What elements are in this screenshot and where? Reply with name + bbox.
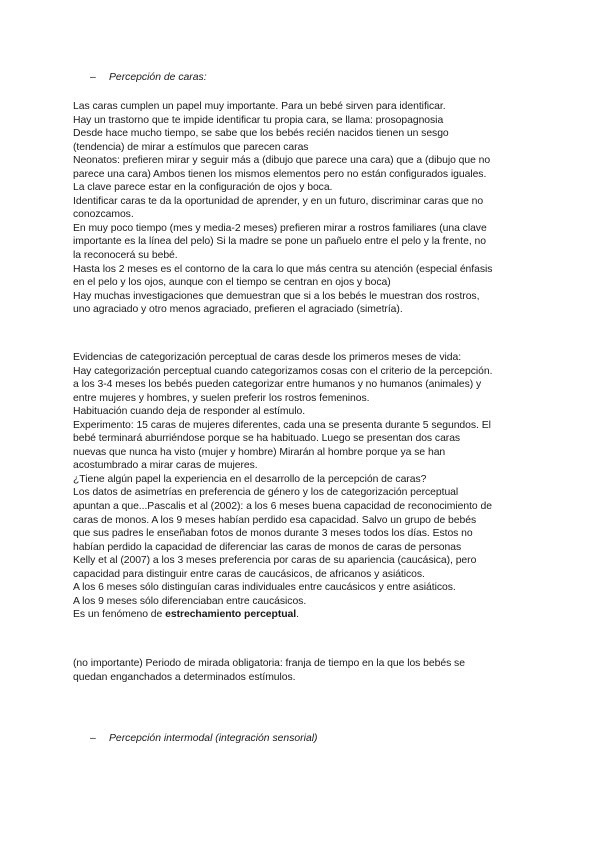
text-line: capacidad para distinguir entre caras de caucásicos, de africanos y asiáticos. [73, 568, 425, 580]
text-line: quedan enganchados a determinados estímulos. [73, 671, 296, 683]
text-line: la reconocerá su bebé. [73, 250, 178, 262]
text-line: a los 3-4 meses los bebés pueden categorizar entre humanos y no humanos (animales) y [73, 379, 482, 391]
text-line: Habituación cuando deja de responder al estímulo. [73, 406, 306, 418]
text-line: A los 9 meses sólo diferenciaban entre caucásicos. [73, 595, 307, 607]
text-line: bebé terminará aburriéndose porque se ha habituado. Luego se presentan dos caras [73, 433, 461, 445]
text-line: entre mujeres y hombres, y suelen preferir los rostros femeninos. [73, 392, 370, 404]
text-line: A los 6 meses sólo distinguían caras individuales entre caucásicos y entre asiáticos. [73, 582, 456, 594]
text-line: Hay muchas investigaciones que demuestran que si a los bebés le muestran dos rostros, [73, 290, 480, 302]
text-line: en el pelo y los ojos, aunque con el tiempo se centran en ojos y boca) [73, 277, 391, 289]
text-line: Las caras cumplen un papel muy importante. Para un bebé sirven para identificar. [73, 101, 446, 112]
section-title: Percepción intermodal (integración sensorial) [109, 733, 318, 744]
paragraph-categorization [73, 351, 533, 622]
bold-term: estrechamiento perceptual [165, 609, 297, 621]
text-line: Neonatos: prefieren mirar y seguir más a (dibujo que parece una cara) que a (dibujo que no [73, 155, 491, 167]
paragraph-intro [73, 100, 533, 317]
text-suffix: . [296, 609, 299, 621]
text-line: nuevas que nunca ha visto (mujer y hombre) Mirarán al hombre porque ya se han [73, 446, 446, 458]
text-line: importante es la línea del pelo) Si la madre se pone un pañuelo entre el pelo y la frente, no [73, 236, 486, 248]
text-line: Kelly et al (2007) a los 3 meses preferencia por caras de su apariencia (caucásica), pero [73, 555, 477, 567]
text-line: acostumbrado a mirar caras de mujeres. [73, 460, 258, 472]
text-line: conozcamos. [73, 209, 134, 221]
dash-bullet: – [90, 733, 96, 744]
text-line: parece una cara) Ambos tienen los mismos elementos pero no están configurados iguales. [73, 168, 487, 180]
text-line: Experimento: 15 caras de mujeres diferentes, cada una se presenta durante 5 segundos. El [73, 419, 491, 431]
text-line: que sus padres le enseñaban fotos de monos durante 3 meses todos los días. Estos no [73, 528, 473, 540]
text-line: Los datos de asimetrías en preferencia de género y los de categorización perceptual [73, 487, 459, 499]
dash-bullet: – [90, 72, 96, 83]
text-line: uno agraciado y otro menos agraciado, prefieren el agraciado (simetría). [73, 304, 403, 316]
text-prefix: Es un fenómeno de [73, 609, 166, 621]
text-line: La clave parece estar en la configuración de ojos y boca. [73, 182, 333, 194]
text-line-with-emphasis [73, 608, 533, 622]
text-line: ¿Tiene algún papel la experiencia en el desarrollo de la percepción de caras? [73, 473, 427, 485]
section-title: Percepción de caras: [109, 72, 207, 83]
text-line: (no importante) Periodo de mirada obligatoria: franja de tiempo en la que los bebés se [73, 658, 465, 669]
text-line: Hay categorización perceptual cuando categorizamos cosas con el criterio de la percepción. [73, 365, 493, 377]
text-line: habían perdido la capacidad de diferenciar las caras de monos de caras de personas [73, 541, 462, 553]
text-line: Hay un trastorno que te impide identificar tu propia cara, se llama: prosopagnosia [73, 114, 444, 126]
section-heading-intermodal-perception [90, 732, 318, 745]
text-line: apuntan a que...Pascalis et al (2002): a los 6 meses buena capacidad de reconocimiento de [73, 501, 492, 513]
text-line: Hasta los 2 meses es el contorno de la cara lo que más centra su atención (especial énfasis [73, 263, 493, 275]
text-line: caras de monos. A los 9 meses habían perdido esa capacidad. Salvo un grupo de bebés [73, 514, 477, 526]
paragraph-obligatory-looking [73, 657, 533, 684]
text-line: En muy poco tiempo (mes y media-2 meses) prefieren mirar a rostros familiares (una clave [73, 222, 487, 234]
text-line: Desde hace mucho tiempo, se sabe que los bebés recién nacidos tienen un sesgo [73, 128, 449, 140]
text-line: (tendencia) de mirar a estímulos que parecen caras [73, 141, 309, 153]
section-heading-face-perception [90, 71, 207, 84]
text-line: Evidencias de categorización perceptual de caras desde los primeros meses de vida: [73, 352, 462, 363]
text-line: Identificar caras te da la oportunidad de aprender, y en un futuro, discriminar caras que no [73, 195, 484, 207]
